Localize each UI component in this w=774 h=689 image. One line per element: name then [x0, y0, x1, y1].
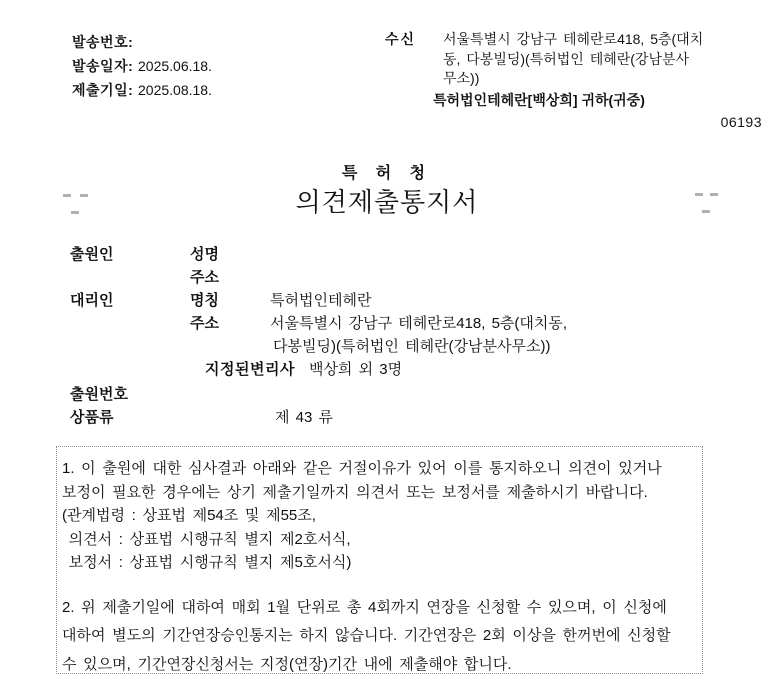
fold-mark	[71, 211, 79, 214]
title-block	[0, 164, 774, 218]
send-date-row	[72, 54, 212, 78]
send-number-label: 발송번호:	[72, 34, 134, 50]
fold-mark	[710, 193, 718, 196]
send-date-value: 2025.06.18.	[138, 58, 212, 74]
due-date-label: 제출기일:	[72, 82, 134, 98]
applicant-address-row	[70, 266, 567, 289]
application-block	[70, 383, 333, 429]
notice-line: 보정이 필요한 경우에는 상기 제출기일까지 의견서 또는 보정서를 제출하시기 바랍니다.	[62, 483, 648, 501]
applicant-label: 출원인	[70, 246, 114, 263]
goods-class-label: 상품류	[70, 409, 114, 426]
recipient-address-line3: 무소))	[443, 70, 480, 86]
agent-address-line2: 다봉빌딩)(특허법인 테헤란(강남분사무소))	[273, 338, 551, 355]
agent-name-label: 명칭	[190, 292, 219, 309]
dispatch-info	[72, 30, 212, 102]
agent-address-row	[70, 312, 567, 335]
agent-label: 대리인	[70, 292, 114, 309]
notice-line: 1. 이 출원에 대한 심사결과 아래와 같은 거절이유가 있어 이를 통지하오니 의견이 있거나	[62, 460, 662, 477]
notice-box	[56, 446, 703, 674]
attorney-row	[70, 358, 567, 381]
agent-name-value: 특허법인테헤란	[270, 292, 372, 309]
application-number-row	[70, 383, 333, 406]
fold-mark	[63, 194, 71, 197]
applicant-name-label: 성명	[190, 246, 219, 263]
agent-address-line1: 서울특별시 강남구 테헤란로418, 5층(대치동,	[270, 315, 568, 332]
due-date-row	[72, 78, 212, 102]
fold-mark	[695, 193, 703, 196]
notice-line: 2. 위 제출기일에 대하여 매회 1월 단위로 총 4회까지 연장을 신청할 수 있으며, 이 신청에	[62, 598, 667, 616]
application-number-label: 출원번호	[70, 386, 128, 403]
agent-address-cont-row	[70, 335, 567, 358]
parties-block	[70, 243, 567, 381]
applicant-name-row	[70, 243, 567, 266]
recipient-postal-code: 06193	[720, 114, 762, 130]
attorney-value: 백상희 외 3명	[308, 361, 403, 378]
agency-title: 특 허 청	[341, 165, 433, 182]
recipient-address	[443, 30, 762, 89]
notice-line: 수 있으며, 기간연장신청서는 지정(연장)기간 내에 제출해야 합니다.	[62, 655, 512, 673]
notice-paragraph-1	[62, 457, 697, 575]
due-date-value: 2025.08.18.	[138, 82, 212, 98]
recipient-address-line2: 동, 다봉빌딩)(특허법인 테헤란(강남분사	[443, 50, 690, 67]
send-number-row	[72, 30, 212, 54]
recipient-address-row	[385, 30, 762, 89]
fold-mark	[702, 210, 710, 213]
fold-mark	[80, 194, 88, 197]
send-date-label: 발송일자:	[72, 58, 134, 74]
recipient-address-line1: 서울특별시 강남구 테헤란로418, 5층(대치	[443, 31, 704, 47]
notice-line: 대하여 별도의 기간연장승인통지는 하지 않습니다. 기간연장은 2회 이상을 한꺼번에 신청할	[62, 627, 671, 644]
notice-paragraph-2	[62, 594, 697, 675]
goods-class-value: 제 43 류	[275, 409, 333, 426]
agent-name-row	[70, 289, 567, 312]
recipient-addressee: 특허법인테헤란[백상희] 귀하(귀중)	[433, 91, 645, 108]
agent-address-label: 주소	[190, 315, 219, 332]
document-title: 의견제출통지서	[295, 187, 479, 217]
applicant-address-label: 주소	[190, 269, 219, 286]
attorney-label: 지정된변리사	[205, 361, 295, 378]
goods-class-row	[70, 406, 333, 429]
notice-line: (관계법령 : 상표법 제54조 및 제55조,	[62, 507, 316, 524]
notice-line: 보정서 : 상표법 시행규칙 별지 제5호서식)	[62, 554, 352, 571]
notice-line: 의견서 : 상표법 시행규칙 별지 제2호서식,	[62, 530, 351, 548]
recipient-label: 수신	[385, 31, 417, 47]
recipient-block	[385, 30, 762, 132]
